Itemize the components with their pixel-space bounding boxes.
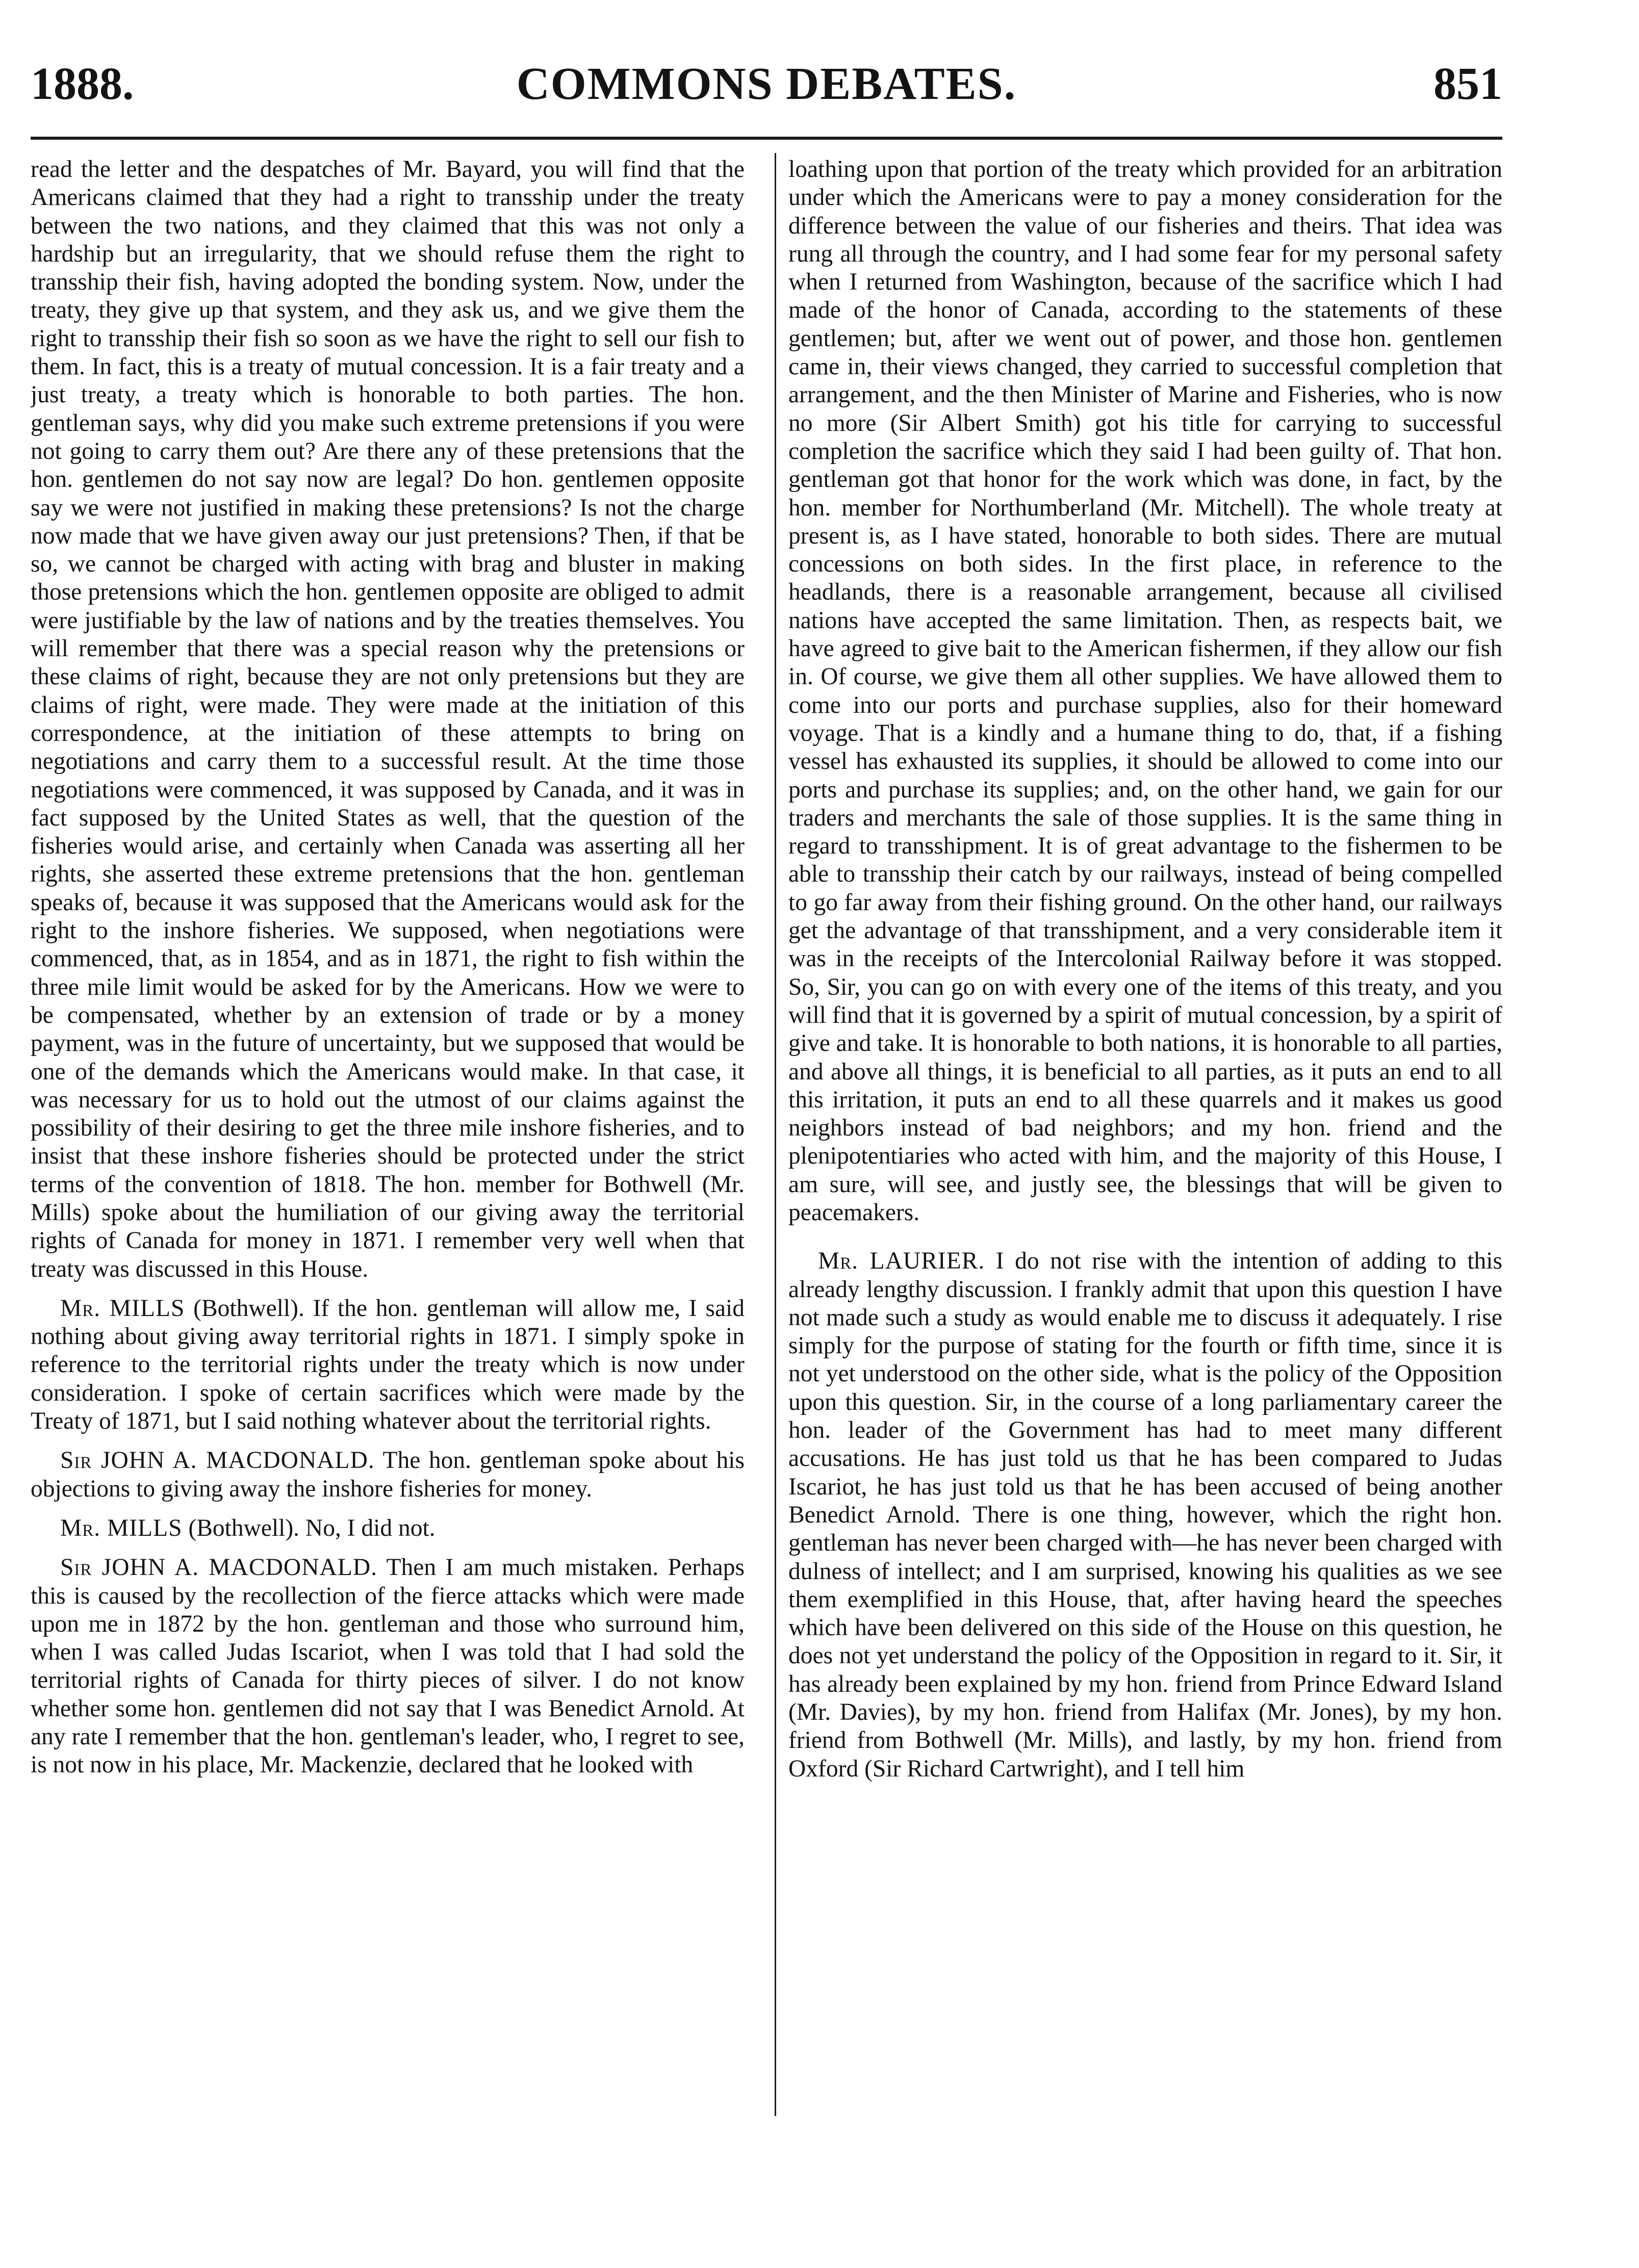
left-paragraph-4 — [31, 1514, 745, 1542]
speech-text: (Bothwell). No, I did not. — [182, 1514, 436, 1541]
header-year: 1888. — [31, 59, 134, 109]
right-column — [788, 156, 1502, 2134]
left-paragraph-5 — [31, 1554, 745, 1779]
left-paragraph-1: read the letter and the despatches of Mr. Bayard, you will find that the Americans claimed that they had a right to transship under the treaty between the two nations, and they claimed that this was not only a hardship but an irregularity, that we should refuse them the right to transship their fish, having adopted the bonding system. Now, under the treaty, they give up that system, and they ask us, and we give them the right to transship their fish so soon as we have the right to sell our fish to them. In fact, this is a treaty of mutual concession. It is a fair treaty and a just treaty, a treaty which is honorable to both parties. The hon. gentleman says, why did you make such extreme pretensions if you were not going to carry them out? Are there any of these pretensions that the hon. gentlemen do not say now are legal? Do hon. gentlemen opposite say we were not justified in making these pretensions? Is not the charge now made that we have given away our just pretensions? Then, if that be so, we cannot be charged with acting with brag and bluster in making those pretensions which the hon. gentlemen opposite are obliged to admit were justifiable by the law of nations and by the treaties themselves. You will remember that there was a special reason why the pretensions or these claims of right, because they are not only pretensions but they are claims of right, were made. They were made at the initiation of this correspondence, at the initiation of these attempts to bring on negotiations and carry them to a successful result. At the time those negotiations were commenced, it was supposed by Canada, and it was in fact supposed by the United States as well, that the question of the fisheries would arise, and certainly when Canada was asserting all her rights, she asserted these extreme pretensions that the hon. gentleman speaks of, because it was supposed that the Americans would ask for the right to the inshore fisheries. We supposed, when negotiations were commenced, that, as in 1854, and as in 1871, the right to fish within the three mile limit would be asked for by the Americans. How we were to be compensated, whether by an extension of trade or by a money payment, was in the future of uncertainty, but we supposed that would be one of the demands which the Americans would make. In that case, it was necessary for us to hold out the utmost of our claims against the possibility of their desiring to get the three mile inshore fisheries, and to insist that these inshore fisheries should be protected under the strict terms of the convention of 1818. The hon. member for Bothwell (Mr. Mills) spoke about the humiliation of our giving away the territorial rights of Canada for money in 1871. I remember very well when that treaty was discussed in this House. — [31, 156, 745, 1282]
speech-text: I do not rise with the intention of adding to this already lengthy discussion. I frankly admit that upon this question I have not made such a study as would enable me to discuss it adequately. I rise simply for the purpose of stating for the fourth or fifth time, since it is not yet understood on the other side, what is the policy of the Opposition upon this question. Sir, in the course of a long parliamentary career the hon. leader of the Government has had to meet many different accusations. He has just told us that he has been compared to Judas Iscariot, he has just told us that he has been accused of being another Benedict Arnold. There is one thing, however, which the right hon. gentleman has never been charged with—he has never been charged with dulness of intellect; and I am surprised, knowing his qualities as we see them exemplified in this House, that, after having heard the speeches which have been delivered on this side of the House on this question, he does not yet understand the policy of the Opposition in regard to it. Sir, it has already been explained by my hon. friend from Prince Edward Island (Mr. Davies), by my hon. friend from Halifax (Mr. Jones), by my hon. friend from Bothwell (Mr. Mills), and lastly, by my hon. friend from Oxford (Sir Richard Cartwright), and I tell him — [788, 1248, 1502, 1782]
left-column — [31, 156, 745, 2134]
speaker-name: Sir JOHN A. MACDONALD. — [60, 1554, 378, 1581]
speaker-name: Mr. MILLS — [60, 1295, 185, 1322]
left-paragraph-3 — [31, 1447, 745, 1503]
header-title: COMMONS DEBATES. — [516, 59, 1017, 109]
left-paragraph-2 — [31, 1295, 745, 1435]
page-header — [31, 56, 1502, 117]
speech-text: (Bothwell). If the hon. gentleman will allow me, I said nothing about giving away territorial rights in 1871. I simply spoke in reference to the territorial rights under the treaty which is now under consideration. I spoke of certain sacrifices which were made by the Treaty of 1871, but I said nothing whatever about the territorial rights. — [31, 1295, 745, 1435]
speech-text: The hon. gentleman spoke about his objections to giving away the inshore fisheries for money. — [31, 1447, 745, 1502]
speech-text: Then I am much mistaken. Perhaps this is caused by the recollection of the fierce attacks which were made upon me in 1872 by the hon. gentleman and those who surround him, when I was called Judas Iscariot, when I was told that I had sold the territorial rights of Canada for thirty pieces of silver. I do not know whether some hon. gentlemen did not say that I was Benedict Arnold. At any rate I remember that the hon. gentleman's leader, who, I regret to see, is not now in his place, Mr. Mackenzie, declared that he looked with — [31, 1554, 745, 1779]
column-divider — [775, 153, 776, 2116]
right-paragraph-1: loathing upon that portion of the treaty which provided for an arbitration under which the Americans were to pay a money consideration for the difference between the value of our fisheries and theirs. That idea was rung all through the country, and I had some fear for my personal safety when I returned from Washington, because of the sacrifice which I had made of the honor of Canada, according to the statements of these gentlemen; but, after we went out of power, and those hon. gentlemen came in, their views changed, they carried to successful completion that arrangement, and the then Minister of Marine and Fisheries, who is now no more (Sir Albert Smith) got his title for carrying to successful completion the sacrifice which they said I had been guilty of. That hon. gentleman got that honor for the work which was done, in fact, by the hon. member for Northumberland (Mr. Mitchell). The whole treaty at present is, as I have stated, honorable to both sides. There are mutual concessions on both sides. In the first place, in reference to the headlands, there is a reasonable arrangement, because all civilised nations have accepted the same limitation. Then, as respects bait, we have agreed to give bait to the American fishermen, if they allow our fish in. Of course, we give them all other supplies. We have allowed them to come into our ports and purchase supplies, also for their homeward voyage. That is a kindly and a humane thing to do, that, if a fishing vessel has exhausted its supplies, it should be allowed to come into our ports and purchase its supplies; and, on the other hand, we gain for our traders and merchants the sale of those supplies. It is the same thing in regard to transshipment. It is of great advantage to the fishermen to be able to transship their catch by our railways, instead of being compelled to go far away from their fishing ground. On the other hand, our railways get the advantage of that transshipment, and a very considerable item it was in the receipts of the Intercolonial Railway before it was stopped. So, Sir, you can go on with every one of the items of this treaty, and you will find that it is governed by a spirit of mutual concession, by a spirit of give and take. It is honorable to both nations, it is honorable to all parties, and above all things, it is beneficial to all parties, as it puts an end to all this irritation, it puts an end to all these quarrels and it makes us good neighbors instead of bad neighbors; and my hon. friend and the plenipotentiaries who acted with him, and the majority of this House, I am sure, will see, and justly see, the blessings that will be given to peacemakers. — [788, 156, 1502, 1226]
header-rule — [31, 137, 1502, 140]
speaker-name: Mr. LAURIER. — [818, 1248, 985, 1275]
speaker-name: Sir JOHN A. MACDONALD. — [60, 1447, 375, 1474]
speaker-name: Mr. MILLS — [60, 1514, 183, 1541]
header-page-number: 851 — [1433, 59, 1502, 109]
right-paragraph-2 — [788, 1247, 1502, 1783]
